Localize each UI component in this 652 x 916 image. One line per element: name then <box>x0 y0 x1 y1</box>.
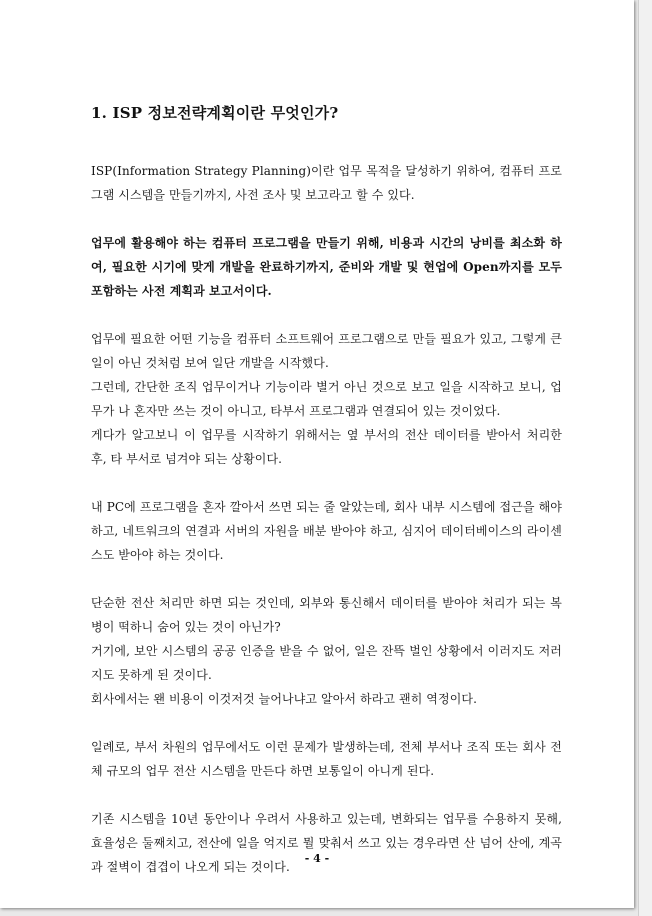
paragraph-body: 업무에 필요한 어떤 기능을 컴퓨터 소프트웨어 프로그램으로 만들 필요가 있고, 그렇게 큰 일이 아닌 것처럼 보여 일단 개발을 시작했다. <box>91 332 562 370</box>
paragraph-gap <box>91 711 562 735</box>
paragraph-body: 기존 시스템을 10년 동안이나 우려서 사용하고 있는데, 변화되는 업무를 수용하지 못해, 효율성은 둘째치고, 전산에 일을 억지로 뭘 맞춰서 쓰고 있는 경우라면 산 넘어 산에, 계곡과 절벽이 겹겹이 나오게 되는 것이다. <box>91 812 562 874</box>
paragraph-gap <box>91 303 562 327</box>
page-content <box>91 102 562 879</box>
paragraph-gap <box>91 207 562 231</box>
viewer-scrollbar[interactable] <box>638 0 652 916</box>
paragraph-body: 단순한 전산 처리만 하면 되는 것인데, 외부와 통신해서 데이터를 받아야 처리가 되는 복병이 떡하니 숨어 있는 것이 아닌가? <box>91 596 562 634</box>
paragraph-body: 그런데, 간단한 조직 업무이거나 기능이라 별거 아닌 것으로 보고 일을 시작하고 보니, 업무가 나 혼자만 쓰는 것이 아니고, 타부서 프로그램과 연결되어 있는 것이었다. <box>91 380 562 418</box>
paragraph-body: 회사에서는 왠 비용이 이것저것 늘어나냐고 알아서 하라고 괜히 역정이다. <box>91 692 477 706</box>
paragraph-gap <box>91 567 562 591</box>
paragraph-body: 게다가 알고보니 이 업무를 시작하기 위해서는 옆 부서의 전산 데이터를 받아서 처리한 후, 타 부서로 넘겨야 되는 상황이다. <box>91 428 562 466</box>
paragraph-body: 내 PC에 프로그램을 혼자 깔아서 쓰면 되는 줄 알았는데, 회사 내부 시스템에 접근을 해야 하고, 네트워크의 연결과 서버의 자원을 배분 받아야 하고, 심지어 데이터베이스의 라이센스도 받아야 하는 것이다. <box>91 500 562 562</box>
paragraph-gap <box>91 471 562 495</box>
paragraph-isp-definition: ISP(Information Strategy Planning)이란 업무 목적을 달성하기 위하여, 컴퓨터 프로그램 시스템을 만들기까지, 사전 조사 및 보고라고 할 수 있다. <box>91 164 562 202</box>
paragraph-body: 거기에, 보안 시스템의 공공 인증을 받을 수 없어, 일은 잔뜩 벌인 상황에서 이러지도 저러지도 못하게 된 것이다. <box>91 644 562 682</box>
section-heading: 1. ISP 정보전략계획이란 무엇인가? <box>91 104 339 122</box>
page-number: - 4 - <box>304 852 330 865</box>
paragraph-bold-summary: 업무에 활용해야 하는 컴퓨터 프로그램을 만들기 위해, 비용과 시간의 낭비를 최소화 하여, 필요한 시기에 맞게 개발을 완료하기까지, 준비와 개발 및 현업에 Open까지를 모두 포함하는 사전 계획과 보고서이다. <box>91 236 562 298</box>
paragraph-gap <box>91 783 562 807</box>
paragraph-body: 일례로, 부서 차원의 업무에서도 이런 문제가 발생하는데, 전체 부서나 조직 또는 회사 전체 규모의 업무 전산 시스템을 만든다 하면 보통일이 아니게 된다. <box>91 740 562 778</box>
